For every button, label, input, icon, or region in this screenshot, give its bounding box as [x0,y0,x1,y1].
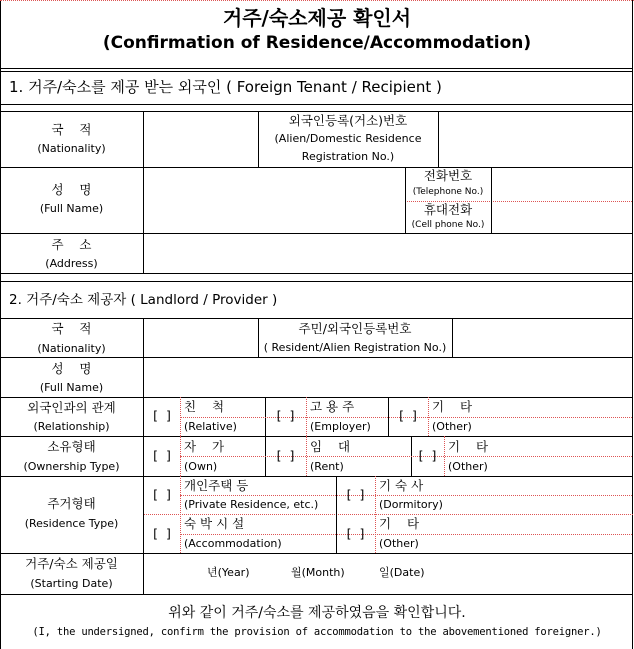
private-residence-option-label-en: (Private Residence, etc.) [184,498,319,511]
s1-alien-reg-label-en1: (Alien/Domestic Residence [274,132,422,145]
employer-option-label-en: (Employer) [310,420,371,433]
accommodation-option-label: 숙 박 시 설 [184,516,245,531]
s1-nationality-label-en: (Nationality) [37,142,106,155]
relationship-other-option-label-en: (Other) [432,420,472,433]
s2-resident-reg-label: 주민/외국인등록번호 [298,321,412,336]
title-english: (Confirmation of Residence/Accommodation) [102,33,532,53]
relative-option-label-en: (Relative) [184,420,237,433]
starting-date-label-en: (Starting Date) [30,577,113,590]
s2-nationality-label-en: (Nationality) [37,342,106,355]
section2-heading: 2. 거주/숙소 제공자 ( Landlord / Provider ) [9,292,278,308]
s1-fullname-field[interactable] [144,168,404,232]
residence-other-option-label: 기 타 [379,516,420,531]
s1-telephone-label: 전화번호 [423,168,473,183]
s2-nationality-field[interactable] [144,319,257,356]
title-korean: 거주/숙소제공 확인서 [222,6,412,30]
s2-fullname-field[interactable] [144,358,631,396]
relative-checkbox[interactable]: [ ] [153,408,171,423]
s2-fullname-label-en: (Full Name) [39,381,104,394]
ownership-label: 소유형태 [47,439,96,454]
confirmation-english: (I, the undersigned, confirm the provision of accommodation to the abovementioned foreigner.) [32,626,602,638]
s1-nationality-label: 국 적 [51,122,92,137]
s1-nationality-field[interactable] [144,112,257,166]
s1-address-label-en: (Address) [45,257,98,270]
month-field[interactable]: 월(Month) [291,566,345,579]
accommodation-option-label-en: (Accommodation) [184,537,282,550]
s2-resident-reg-field[interactable] [453,319,631,356]
dormitory-option-label: 기 숙 사 [379,478,424,493]
relationship-label: 외국인과의 관계 [27,400,116,415]
accommodation-checkbox[interactable]: [ ] [153,526,171,541]
rent-checkbox[interactable]: [ ] [276,448,295,463]
residence-other-option-label-en: (Other) [379,537,419,550]
ownership-label-en: (Ownership Type) [23,460,120,473]
s1-alien-reg-label: 외국인등록(거소)번호 [288,113,408,128]
relative-option-label: 친 척 [184,399,225,414]
s1-fullname-label-en: (Full Name) [39,202,104,215]
rent-option-label: 임 대 [310,439,351,454]
relationship-other-option-label: 기 타 [432,399,473,414]
ownership-other-option-label-en: (Other) [448,460,488,473]
s1-address-label: 주 소 [51,237,92,252]
employer-option-label: 고 용 주 [310,399,355,414]
s2-nationality-label: 국 적 [51,321,92,336]
own-checkbox[interactable]: [ ] [153,448,171,463]
rent-option-label-en: (Rent) [310,460,344,473]
own-option-label-en: (Own) [184,460,218,473]
s1-alien-reg-label-en2: Registration No.) [301,150,395,163]
s1-cellphone-label-en: (Cell phone No.) [411,220,485,230]
section1-heading: 1. 거주/숙소를 제공 받는 외국인 ( Foreign Tenant / Recipient ) [9,78,442,96]
residence-type-label: 주거형태 [47,496,96,511]
employer-checkbox[interactable]: [ ] [276,408,295,423]
s1-alien-reg-field[interactable] [439,112,631,166]
residence-type-label-en: (Residence Type) [24,517,119,530]
dormitory-checkbox[interactable]: [ ] [346,487,365,502]
s1-cellphone-label: 휴대전화 [423,202,473,217]
year-field[interactable]: 년(Year) [207,566,250,579]
relationship-label-en: (Relationship) [33,420,110,433]
ownership-other-checkbox[interactable]: [ ] [418,448,437,463]
s1-cellphone-field[interactable] [492,202,631,232]
relationship-other-checkbox[interactable]: [ ] [399,408,417,423]
day-field[interactable]: 일(Date) [379,566,425,579]
s1-telephone-label-en: (Telephone No.) [412,187,484,197]
own-option-label: 자 가 [184,439,225,454]
private-residence-option-label: 개인주택 등 [184,478,249,493]
residence-other-checkbox[interactable]: [ ] [346,526,365,541]
confirmation-korean: 위와 같이 거주/숙소를 제공하였음을 확인합니다. [168,605,466,621]
private-residence-checkbox[interactable]: [ ] [153,487,171,502]
dormitory-option-label-en: (Dormitory) [379,498,443,511]
s2-fullname-label: 성 명 [51,361,92,376]
s1-address-field[interactable] [144,234,631,272]
ownership-other-option-label: 기 타 [448,439,489,454]
s1-fullname-label: 성 명 [51,182,92,197]
s1-telephone-field[interactable] [492,168,631,200]
s2-resident-reg-label-en: ( Resident/Alien Registration No.) [263,341,447,354]
starting-date-label: 거주/숙소 제공일 [25,556,118,571]
